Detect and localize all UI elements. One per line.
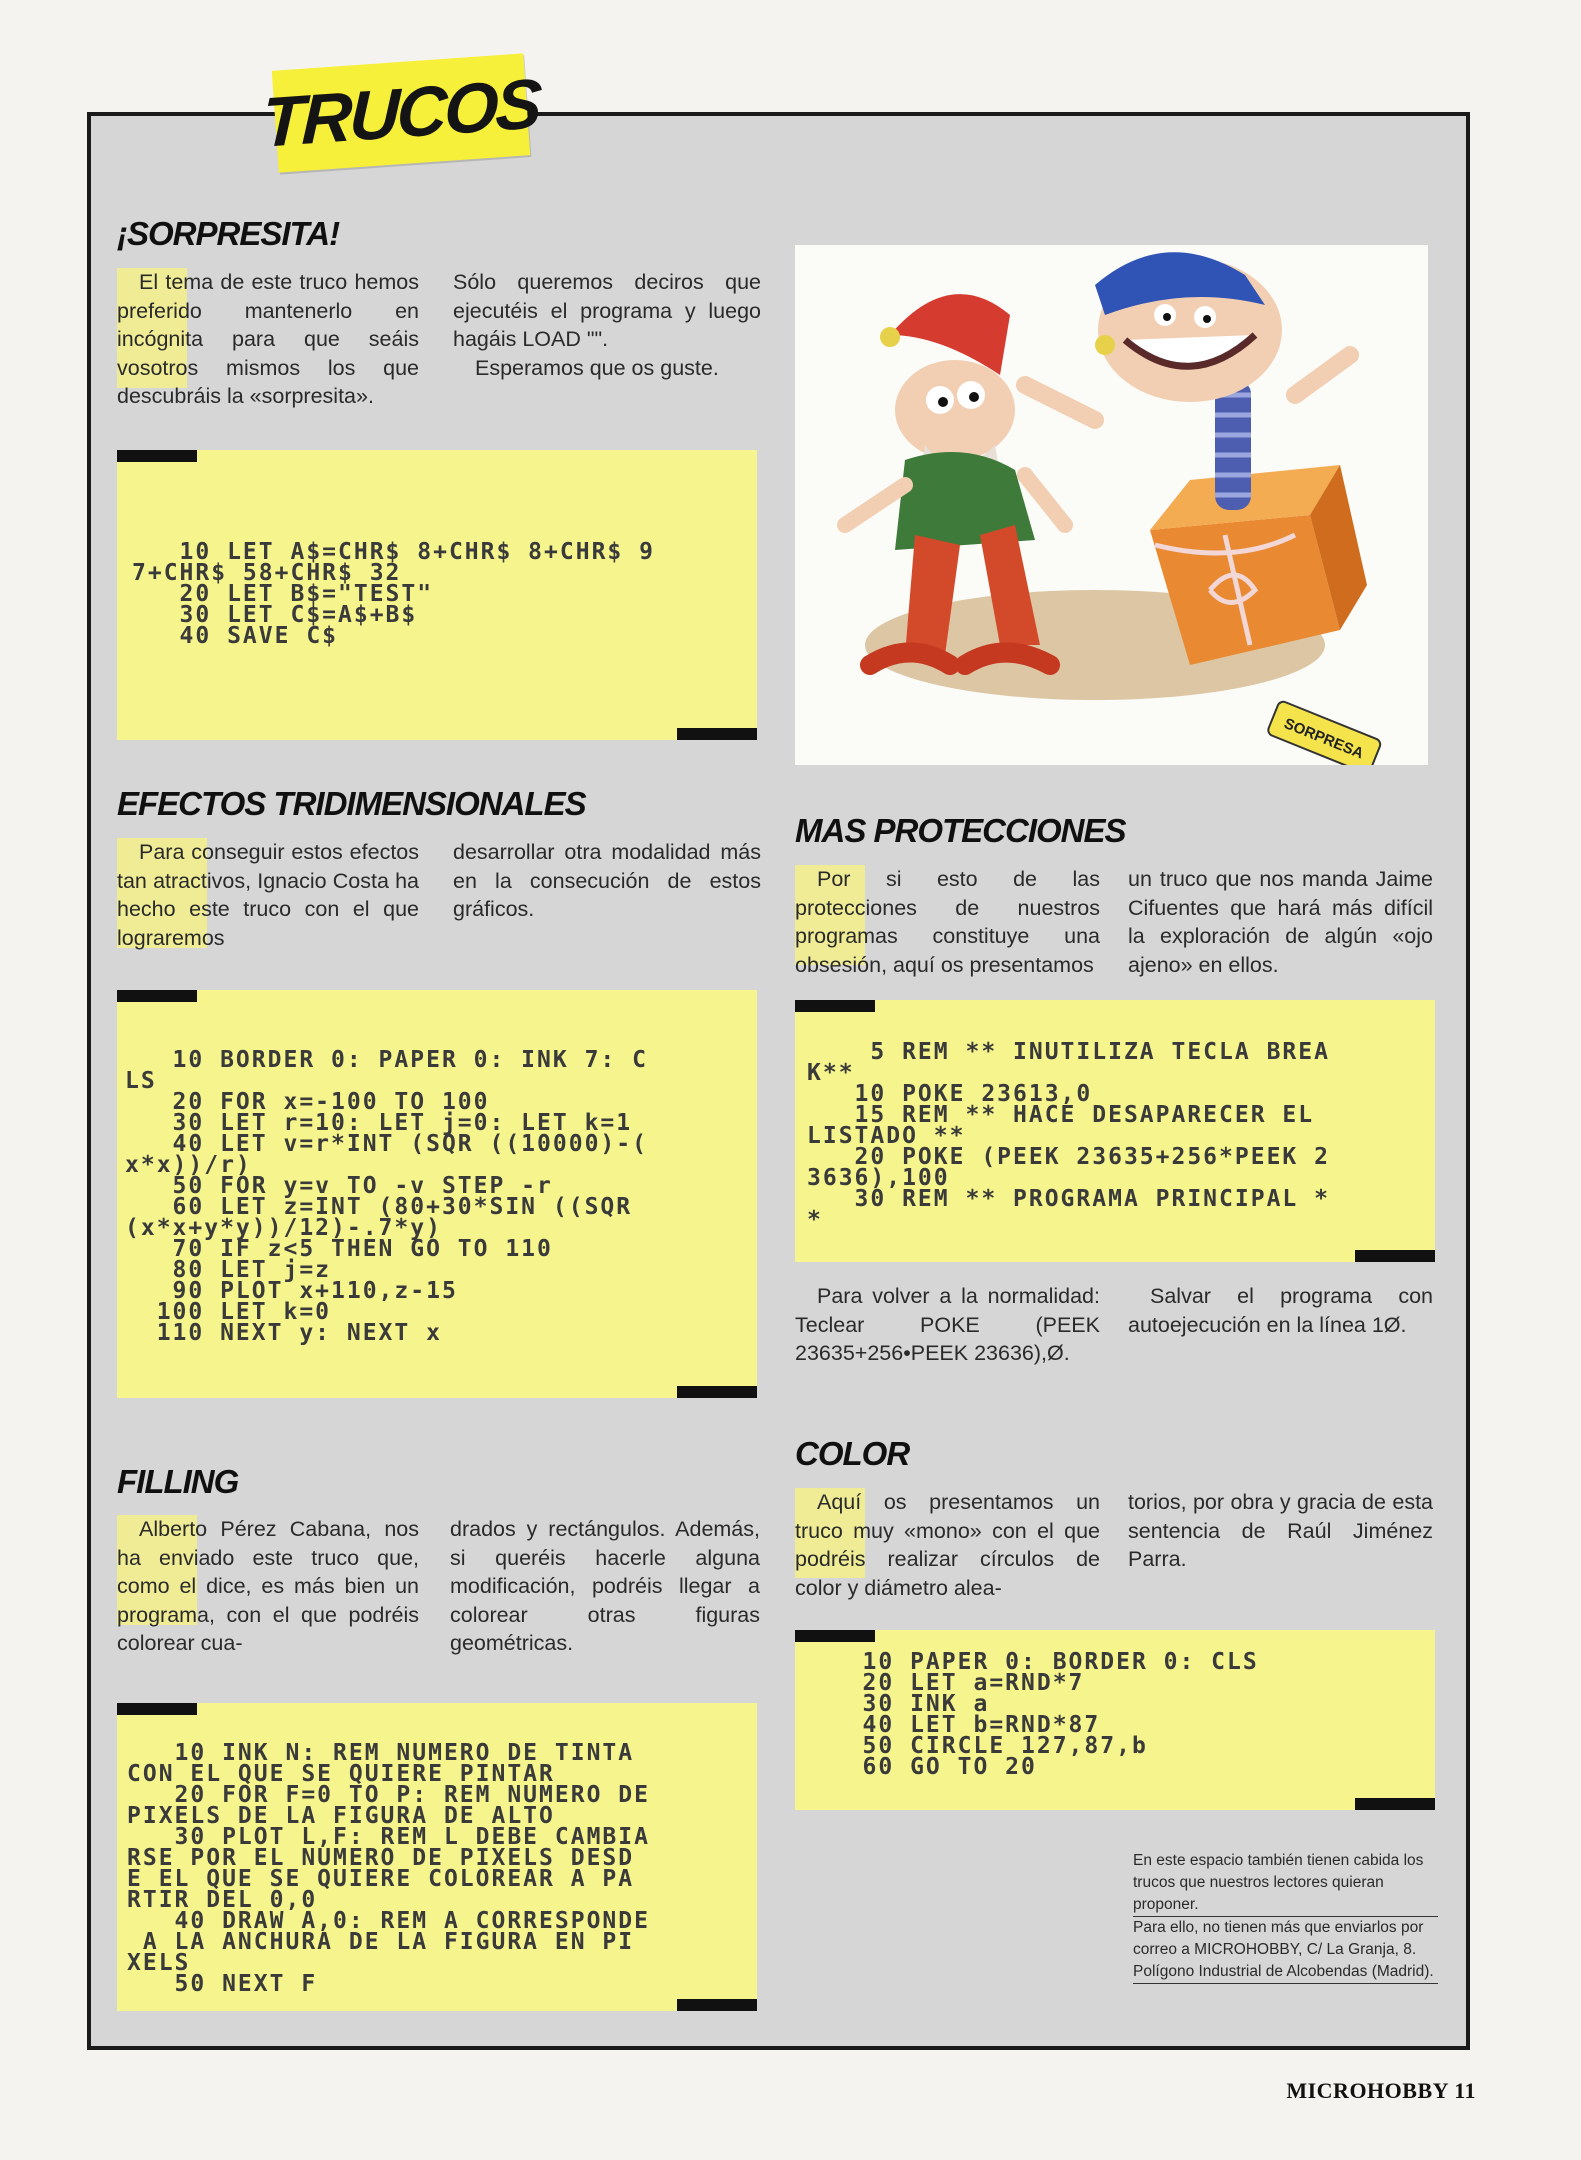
divider-bar (1355, 1798, 1435, 1810)
efectos-col2: desarrollar otra modalidad más en la consecución de estos gráficos. (453, 840, 761, 921)
filling-title: FILLING (117, 1463, 239, 1500)
reader-note: En este espacio también tienen cabida los trucos que nuestros lectores quieran proponer. Para ello, no tienen más que enviarlos por correo a MICROHOBBY, C/ La Granja, 8. Polígono Industrial de Alcobendas (Madrid). (1133, 1850, 1438, 1984)
color-col2: torios, por obra y gracia de esta sentencia de Raúl Jiménez Parra. (1128, 1490, 1433, 1571)
protecciones-after-col1: Para volver a la normalidad: Teclear POKE (PEEK 23635+256•PEEK 23636),Ø. (795, 1284, 1100, 1365)
sorpresita-code: 10 LET A$=CHR$ 8+CHR$ 8+CHR$ 9 7+CHR$ 58+CHR$ 32 20 LET B$="TEST" 30 LET C$=A$+B$ 40 SAVE C$ (132, 539, 655, 649)
color-code-box (795, 1630, 1435, 1810)
divider-bar (1355, 1250, 1435, 1262)
protecciones-code: 5 REM ** INUTILIZA TECLA BREA K** 10 POKE 23613,0 15 REM ** HACE DESAPARECER EL LISTADO ** 20 POKE (PEEK 23635+256*PEEK 2 3636),100 30 REM ** PROGRAMA PRINCIPAL * * (807, 1039, 1330, 1233)
divider-bar (795, 1630, 875, 1642)
tag-label: SORPRESA (1281, 715, 1366, 763)
divider-bar (117, 990, 197, 1002)
sorpresita-code-box (117, 450, 757, 740)
protecciones-title: MAS PROTECCIONES (795, 812, 1126, 849)
divider-bar (795, 1000, 875, 1012)
divider-bar (117, 1703, 197, 1715)
magazine-name: MICROHOBBY (1286, 2078, 1449, 2103)
protecciones-col2: un truco que nos manda Jaime Cifuentes que hará más difícil la exploración de algún «ojo ajeno» en ellos. (1128, 867, 1433, 977)
divider-bar (677, 1386, 757, 1398)
sorpresita-col1: El tema de este truco hemos preferido mantenerlo en incógnita para que seáis vosotros mismos los que descubráis la «sorpresita». (117, 270, 419, 408)
section-title: TRUCOS (261, 64, 541, 162)
page-number: 11 (1454, 2078, 1476, 2103)
filling-code-box (117, 1703, 757, 2011)
color-title: COLOR (795, 1435, 910, 1472)
protecciones-after-col2: Salvar el programa con autoejecución en la línea 1Ø. (1128, 1284, 1433, 1337)
filling-col2: drados y rectángulos. Además, si queréis hacerle alguna modificación, podréis llegar a colorear otras figuras geométricas. (450, 1517, 760, 1655)
jester-illustration (795, 245, 1428, 765)
divider-bar (117, 450, 197, 462)
protecciones-col1: Por si esto de las protecciones de nuestros programas constituye una obsesión, aquí os presentamos (795, 867, 1100, 977)
efectos-col1: Para conseguir estos efectos tan atractivos, Ignacio Costa ha hecho este truco con el que lograremos (117, 840, 419, 950)
divider-bar (677, 1999, 757, 2011)
section-badge (261, 53, 541, 172)
jack-in-the-box-drawing (795, 245, 1428, 765)
sorpresita-title: ¡SORPRESITA! (117, 215, 340, 252)
divider-bar (677, 728, 757, 740)
efectos-title: EFECTOS TRIDIMENSIONALES (117, 785, 586, 822)
efectos-code-box (117, 990, 757, 1398)
color-col1: Aquí os presentamos un truco muy «mono» con el que podréis realizar círculos de color y diámetro alea- (795, 1490, 1100, 1600)
efectos-code: 10 BORDER 0: PAPER 0: INK 7: C LS 20 FOR x=-100 TO 100 30 LET r=10: LET j=0: LET k=1 40 LET v=r*INT (SQR ((10000)-( x*x))/r) 50 FOR y=v TO -v STEP -r 60 LET z=INT (80+30*SIN ((SQR (x*x+y*y))/12)-.7*y) 70 IF z<5 THEN GO TO 110 80 LET j=z 90 PLOT x+110,z-15 100 LET k=0 110 NEXT y: NEXT x (125, 1047, 648, 1346)
filling-code: 10 INK N: REM NUMERO DE TINTA CON EL QUE SE QUIERE PINTAR 20 FOR F=0 TO P: REM NUMERO DE PIXELS DE LA FIGURA DE ALTO 30 PLOT L,F: REM L DEBE CAMBIA RSE POR EL NUMERO DE PIXELS DESD E EL QUE SE QUIERE COLOREAR A PA RTIR DEL 0,0 40 DRAW A,0: REM A CORRESPONDE A LA ANCHURA DE LA FIGURA EN PI XELS 50 NEXT F (127, 1740, 650, 1997)
filling-col1: Alberto Pérez Cabana, nos ha enviado este truco que, como el dice, es más bien un programa, con el que podréis colorear cua- (117, 1517, 419, 1655)
protecciones-code-box (795, 1000, 1435, 1262)
color-code: 10 PAPER 0: BORDER 0: CLS 20 LET a=RND*7 30 INK a 40 LET b=RND*87 50 CIRCLE 127,87,b 60 GO TO 20 (862, 1649, 1259, 1780)
page-footer (1286, 2078, 1476, 2104)
sorpresita-col2: Sólo queremos deciros que ejecutéis el programa y luego hagáis LOAD "". Esperamos que os guste. (453, 270, 761, 380)
